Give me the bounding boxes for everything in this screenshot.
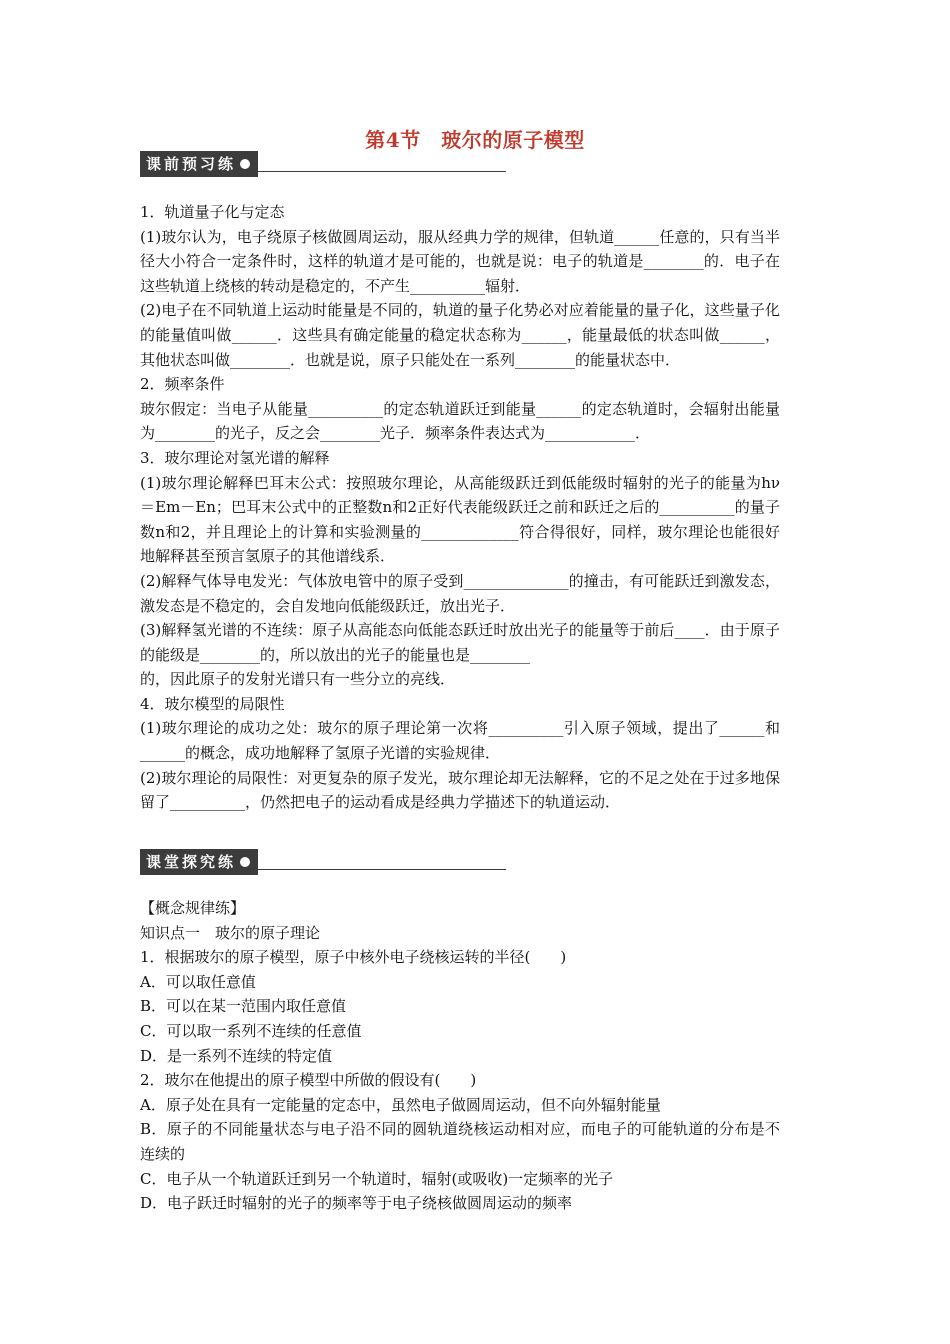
- preview-line: (2)电子在不同轨道上运动时能量是不同的，轨道的量子化势必对应着能量的量子化，这些量子化的能量值叫做______．这些具有确定能量的稳定状态称为______，能量最低的状态叫做______，其他状态叫做________．也就是说，原子只能处在一系列________的能量状态中．: [140, 301, 780, 369]
- practice-line: B．原子的不同能量状态与电子沿不同的圆轨道绕核运动相对应，而电子的可能轨道的分布是不连续的: [140, 1120, 780, 1163]
- preview-section: [140, 200, 780, 815]
- practice-line: 1．根据玻尔的原子模型，原子中核外电子绕核运转的半径( ): [140, 948, 567, 967]
- preview-line: 2．频率条件: [140, 375, 225, 394]
- practice-section: [140, 896, 780, 1216]
- practice-line: 【概念规律练】: [140, 899, 246, 917]
- dot-icon: [240, 857, 250, 867]
- banner-tag: [140, 849, 258, 875]
- preview-line: 4．玻尔模型的局限性: [140, 694, 285, 713]
- dot-icon: [240, 159, 250, 169]
- banner-rule: [258, 171, 506, 172]
- preview-line: (1)玻尔认为，电子绕原子核做圆周运动，服从经典力学的规律，但轨道______任意的，只有当半径大小符合一定条件时，这样的轨道才是可能的，也就是说：电子的轨道是________的．电子在这些轨道上绕核的转动是稳定的，不产生__________辐射．: [140, 227, 780, 295]
- section-banner-practice: [140, 849, 506, 875]
- preview-line: (1)玻尔理论解释巴耳末公式：按照玻尔理论，从高能级跃迁到低能级时辐射的光子的能量为hν＝Em－En；巴耳末公式中的正整数n和2正好代表能级跃迁之前和跃迁之后的__________的量子数n和2，并且理论上的计算和实验测量的_____________符合得很好，同样，玻尔理论也能很好地解释甚至预言氢原子的其他谱线系．: [140, 473, 780, 566]
- practice-line: A．可以取任意值: [140, 972, 256, 991]
- practice-line: 2．玻尔在他提出的原子模型中所做的假设有( ): [140, 1071, 477, 1090]
- preview-line: (2)解释气体导电发光：气体放电管中的原子受到______________的撞击，有可能跃迁到激发态，激发态是不稳定的，会自发地向低能级跃迁，放出光子．: [140, 571, 780, 615]
- banner-label: 课堂探究练: [146, 853, 237, 871]
- preview-line: 玻尔假定：当电子从能量__________的定态轨道跃迁到能量______的定态轨道时，会辐射出能量为________的光子，反之会________光子．频率条件表达式为____________．: [140, 399, 780, 443]
- practice-line: 知识点一 玻尔的原子理论: [140, 923, 321, 942]
- practice-line: D．是一系列不连续的特定值: [140, 1046, 333, 1065]
- preview-line: (1)玻尔理论的成功之处：玻尔的原子理论第一次将__________引入原子领域，提出了______和______的概念，成功地解释了氢原子光谱的实验规律．: [140, 719, 780, 763]
- practice-line: C．可以取一系列不连续的任意值: [140, 1021, 362, 1040]
- banner-tag: [140, 151, 258, 177]
- practice-line: C．电子从一个轨道跃迁到另一个轨道时，辐射(或吸收)一定频率的光子: [140, 1169, 614, 1188]
- banner-rule: [258, 869, 506, 870]
- practice-line: B．可以在某一范围内取任意值: [140, 997, 347, 1016]
- page-title: 第4节 玻尔的原子模型: [365, 128, 585, 152]
- preview-line: 3．玻尔理论对氢光谱的解释: [140, 448, 330, 467]
- preview-line: (2)玻尔理论的局限性：对更复杂的原子发光，玻尔理论却无法解释，它的不足之处在于过多地保留了__________，仍然把电子的运动看成是经典力学描述下的轨道运动．: [140, 768, 780, 812]
- preview-line: (3)解释氢光谱的不连续：原子从高能态向低能态跃迁时放出光子的能量等于前后____．由于原子的能级是________的，所以放出的光子的能量也是________: [140, 621, 780, 664]
- practice-line: A．原子处在具有一定能量的定态中，虽然电子做圆周运动，但不向外辐射能量: [140, 1095, 661, 1114]
- practice-line: D．电子跃迁时辐射的光子的频率等于电子绕核做圆周运动的频率: [140, 1194, 573, 1213]
- preview-line: 1．轨道量子化与定态: [140, 203, 285, 221]
- preview-line: 的，因此原子的发射光谱只有一些分立的亮线．: [140, 670, 456, 689]
- section-banner-preview: [140, 151, 506, 177]
- banner-label: 课前预习练: [146, 155, 237, 173]
